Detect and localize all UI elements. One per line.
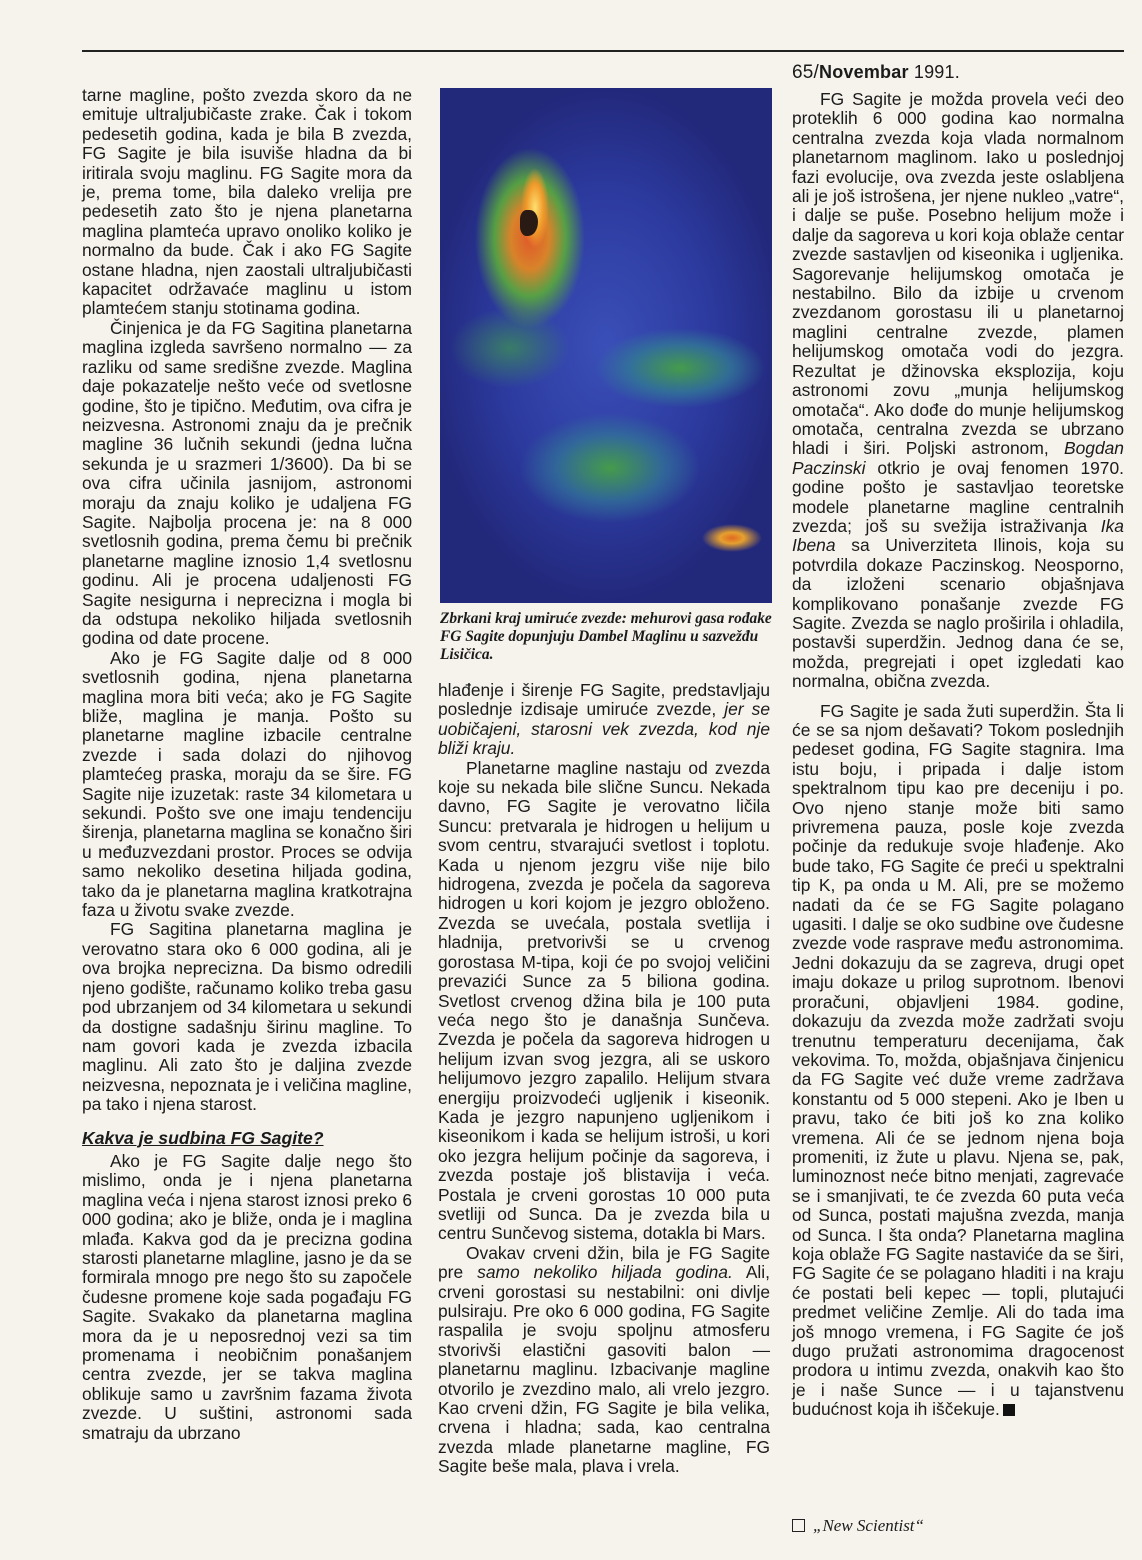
text-run: otkrio je ovaj fenomen 1970. godine pošto je sastavljao teoretske modele planetarne magline centralnih zvezda; još su svežija istraživanja: [792, 457, 1124, 536]
nebula-photo: [440, 88, 772, 603]
paragraph: [792, 702, 1124, 1420]
nebula-dark-core: [520, 210, 538, 236]
column-3: [792, 90, 1124, 1420]
issue-header: [792, 62, 960, 84]
paragraph: Činjenica je da FG Sagitina planetarna maglina izgleda savršeno normalno — za razliku od same središne zvezde. Maglina daje pokazatelje nešto veće od svetlosne godine, što je tipično. Međutim, ova cifra je neizvesna. Astronomi znaju da je prečnik magline 36 lučnih sekundi (jedna lučna sekunda je u srazmeri 1/3600). Da bi se ova cifra učinila jasnijom, astronomi moraju da znaju koliko je udaljena FG Sagite. Najbolja procena je: na 8 000 svetlosnih godina, prema čemu bi prečnik planetarne magline iznosio 1,4 svetlosnu godinu. Ali je procena udaljenosti FG Sagite nesigurna i neprecizna i mogla bi da odstupa nekoliko hiljada svetlosnih godina od date procene.: [82, 317, 412, 649]
paragraph: tarne magline, pošto zvezda skoro da ne emituje ultraljubičaste zrake. Čak i tokom pedesetih godina, kada je bila B zvezda, FG Sagite je bila isuviše hladna da bi iritirala svoju maglinu. FG Sagite mora da je, prema tome, bila daleko vrelija pre pedesetih zato što je njena planetarna maglina plamteća upravo onoliko koliko je normalno da bude. Čak i ako FG Sagite ostane hladna, njen zaostali ultraljubičasti kapacitet održavaće maglinu u istom plamtećem stanju stotinama godina.: [82, 85, 412, 319]
text-run: hlađenje i širenje FG Sagite, predstavljaju poslednje izdisaje umiruće zvezde,: [438, 680, 770, 720]
top-rule: [82, 50, 1124, 52]
text-run: FG Sagite je možda provela veći deo proteklih 6 000 godina kao normalna centralna zvezda koja vlada normalnom planetarnom maglinom. Iako u poslednjoj fazi evolucije, ova zvezda jeste oslabljena ali je još istrošena, jer njene nukleo „vatre“, i dalje se puše. Posebno helijum može i dalje da sagoreva u kori koja oblaže centar zvezde sastavljen od kiseonika i ugljenika. Sagorevanje helijumskog omotača je nestabilno. Bilo da izbije u crvenom zvezdanom gorostasu ili u planetarnoj maglini centralne zvezde, plamen helijumskog omotača vodi do jezgra. Rezultat je džinovska eksplozija, koju astronomi zovu „munja helijumskog omotača“. Ako dođe do munje helijumskog omotača, centralna zvezda se ubrzano hladi i širi. Poljski astronom,: [792, 89, 1124, 459]
section-heading: Kakva je sudbina FG Sagite?: [82, 1127, 324, 1148]
italic-run: jer se uobičajeni, starosni vek zvezda, kod nje bliži kraju.: [438, 699, 770, 759]
paragraph: Planetarne magline nastaju od zvezda koje su nekada bile slične Suncu. Nekada davno, FG Sagite je verovatno ličila Suncu: pretvarala je hidrogen u helijum u svom centru, stvarajući svetlost i toplotu. Kada u njenom jezgru više nije bilo hidrogena, zvezda je počela da sagoreva hidrogen u kori kojom je jezgro obloženo. Zvezda se uvećala, postala svetlija i hladnija, pretvorivši se u crvenog gorostasa M-tipa, koji će po svojoj veličini prevazići Sunce za 5 biliona godina. Svetlost crvenog džina bila je 100 puta veća nego što je današnja Sunčeva. Zvezda je počela da sagoreva hidrogen u helijum izvan svog jezgra, ali se uskoro helijumovo jezgro zapalilo. Helijum stvara energiju proizvodeći ugljenik i kiseonik. Kada je jezgro napunjeno ugljenikom i kiseonikom i kada se helijum istroši, u kori oko jezgra helijum počinje da sagoreva, i zvezda postaje još blistavija i veća. Postala je crveni gorostas 10 000 puta svetliji od Sunca. Da je zvezda bila u centru Sunčevog sistema, dotakla bi Mars.: [438, 757, 770, 1244]
text-run: Ali, crveni gorostasi su nestabilni: oni divlje pulsiraju. Pre oko 6 000 godina, FG Sagite raspalila je svoju spoljnu atmosferu stvorivši elastični gasoviti balon — planetarnu maglinu. Izbacivanje magline otvorilo je zvezdino malo, ali vrelo jezgro. Kao crveni džin, FG Sagite je bila velika, crvena i hladna; sada, kao centralna zvezda mlade planetarne magline, FG Sagite beše mala, plava i vrela.: [438, 1262, 770, 1477]
paragraph: [792, 90, 1124, 692]
text-run: Ovakav crveni džin, bila je FG Sagite pre: [438, 1242, 770, 1283]
end-mark-icon: [1003, 1404, 1015, 1416]
paragraph: [438, 681, 770, 759]
issue-month: Novembar: [819, 62, 909, 82]
source-name: „New Scientist“: [813, 1516, 924, 1535]
photo-caption: Zbrkani kraj umiruće zvezde: mehurovi gasa rođake FG Sagite dopunjuju Dambel Maglinu u sazvežđu Lisičica.: [440, 610, 772, 663]
paragraph: Ako je FG Sagite dalje od 8 000 svetlosnih godina, njena planetarna maglina mora biti veća; ako je FG Sagite bliže, maglina je manja. Pošto su planetarne magline izbacile centralne zvezde i sada dolazi do njihovog plamtećeg praska, moraju da se šire. FG Sagite nije izuzetak: raste 34 kilometara u sekundi. Pošto sve one imaju tendenciju širenja, planetarna maglina se konačno širi u međuzvezdani prostor. Proces se odvija samo nekoliko desetina hiljada godina, tako da je planetarna maglina kratkotrajna faza u životu svake zvezde.: [82, 647, 412, 921]
issue-number: 65/: [792, 62, 820, 83]
column-1: [82, 86, 412, 1443]
column-2: [438, 681, 770, 1477]
italic-run: samo nekoliko hiljada godina.: [477, 1262, 733, 1283]
italic-run: Ika Ibena: [792, 515, 1124, 556]
italic-run: Bogdan Paczinski: [792, 438, 1124, 478]
paragraph: Ako je FG Sagite dalje nego što mislimo, onda je i njena planetarna maglina veća i njena starost iznosi preko 6 000 godina; ako je bliže, onda je i maglina mlađa. Kakva god da je precizna godina starosti planetarne mlagline, jasno je da se formirala mnogo pre nego što su započele čudesne promene koje sada pogađaju FG Sagite. Svakako da planetarna maglina mora da je u neposrednoj vezi sa tim promenama i neobičnim ponašanjem centra zvezde, jer se takva maglina oblikuje samo u završnim fazama života zvezde. U suštini, astronomi sada smatraju da ubrzano: [82, 1150, 412, 1443]
source-credit: [792, 1516, 924, 1536]
text-run: sa Univerziteta Ilinois, koja su potvrdila dokaze Paczinskog. Neosporno, da izloženi scenario objašnjava komplikovano ponašanje zvezde FG Sagite. Zvezda se naglo proširila i ohladila, postavši superdžin. Jednog dana će se, možda, pregrejati i opet izgledati kao normalna, obična zvezda.: [792, 535, 1124, 692]
paragraph: [438, 1244, 770, 1477]
checkbox-square-icon: [792, 1519, 805, 1532]
paragraph: FG Sagitina planetarna maglina je verovatno stara oko 6 000 godina, ali je ova brojka neprecizna. Da bismo odredili njeno godište, računamo koliko treba gasu pod ubrzanjem od 34 kilometara u sekundi da dostigne sadašnju širinu magline. To nam govori kada je zvezda izbacila maglinu. Ali zato što je daljina zvezde neizvesna, nepoznata je i veličina magline, pa tako i njena starost.: [82, 919, 412, 1115]
issue-year: 1991.: [908, 62, 960, 82]
text-run: FG Sagite je sada žuti superdžin. Šta li će se sa njom dešavati? Tokom poslednjih pedeset godina, FG Sagite stagnira. Ima istu boju, i pripada i dalje istom spektralnom tipu kao pre deceniju i po. Ovo njeno stanje može biti samo privremena pauza, posle koje zvezda počinje da redukuje svoje hlađenje. Ako bude tako, FG Sagite će preći u spektralni tip K, pa onda u M. Ali, pre se možemo nadati da će se FG Sagite polagano ugasiti. I dalje se oko sudbine ove čudesne zvezde vode rasprave među astronomima. Jedni dokazuju da se zagreva, drugi opet imaju dokaze u prilog suprotnom. Ibenovi proračuni, objavljeni 1984. godine, dokazuju da zvezda može zadržati svoju trenutnu temperaturu decenijama, čak vekovima. To, možda, objašnjava činjenicu da FG Sagite već duže vreme zadržava konstantu od 5 000 stepeni. Ako je Iben u pravu, tako će biti još ko zna koliko vremena. Ali će se jednom njena boja promeniti, iz žute u plavu. Njena se, pak, luminoznost neće bitno menjati, zagrevaće se i smanjivati, te će zvezda 60 puta veća od Sunca, postati majušna zvezda, manja od Sunca. I šta onda? Planetarna maglina koja oblaže FG Sagite nastaviće da se širi, FG Sagite će se polagano hladiti i na kraju će postati beli kepec — topli, plutajući predmet veličine Zemlje. Ali do tada ima još mnogo vremena, i FG Sagite će još dugo pružati astronomima dragocenost prodora u intimu zvezda, onakvih kao što je i naše Sunce — i u tajanstvenu budućnost koja ih iščekuje.: [792, 700, 1124, 1420]
